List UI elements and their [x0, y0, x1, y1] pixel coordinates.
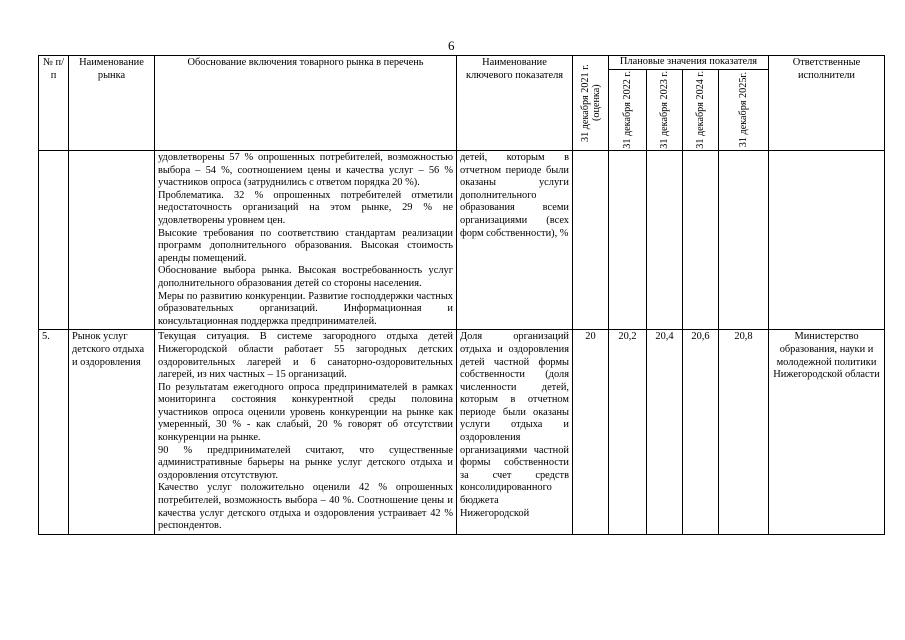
cont-rationale-cell: [155, 151, 457, 330]
rationale-paragraph: 90 % предпринимателей считают, что существенные административные барьеры на рынке услуг детского отдыха и оздоровления отсутствуют.: [158, 444, 453, 481]
row5-responsible: Министерство образования, науки и молодежной политики Нижегородской области: [769, 330, 885, 535]
rationale-paragraph: Меры по развитию конкуренции. Развитие господдержки частных образовательных организаций. Информационная и консультационная поддержка предпринимателей.: [158, 290, 453, 327]
header-est-2021: [573, 56, 609, 151]
header-indicator: Наименование ключевого показателя: [457, 56, 573, 151]
header-rationale: Обоснование включения товарного рынка в перечень: [155, 56, 457, 151]
header-row-1: [39, 56, 885, 70]
row5-indicator: Доля организаций отдыха и оздоровления детей частной формы собственности (доля численности детей, которым в отчетном периоде были оказаны услуги отдыха и оздоровления организациями частной формы собственности за счет средств консолидированного бюджета Нижегородской: [457, 330, 573, 535]
rationale-paragraph: Высокие требования по соответствию стандартам реализации программ дополнительного образования. Высокая стоимость аренды помещений.: [158, 227, 453, 264]
table-row-continued: [39, 151, 885, 330]
rationale-paragraph: Текущая ситуация. В системе загородного отдыха детей Нижегородской области работает 55 загородных детских оздоровительных лагерей и 6 санаторно-оздоровительных лагерей, из них частных – 15 организаций.: [158, 331, 453, 381]
header-plan-2025-text: 31 декабря 2025г.: [738, 71, 749, 148]
header-plan-2025: [719, 69, 769, 150]
header-plan-2023-text: 31 декабря 2023 г.: [659, 70, 670, 149]
row5-est-2021: 20: [573, 330, 609, 535]
header-plan-2022-text: 31 декабря 2022 г.: [622, 70, 633, 149]
header-plan-2022: [609, 69, 647, 150]
rationale-paragraph: удовлетворены 57 % опрошенных потребителей, возможностью выбора – 54 %, соотношением цены и качества услуг – 56 % участников опроса (затруднились с ответом порядка 20 %).: [158, 152, 453, 189]
row5-market: Рынок услуг детского отдыха и оздоровления: [69, 330, 155, 535]
header-plan-2024: [683, 69, 719, 150]
rationale-paragraph: Обоснование выбора рынка. Высокая востребованность услуг дополнительного образования детей со стороны населения.: [158, 265, 453, 289]
row5-num: 5.: [39, 330, 69, 535]
cont-market-cell: [69, 151, 155, 330]
row5-plan-2025: 20,8: [719, 330, 769, 535]
row5-plan-2023: 20,4: [647, 330, 683, 535]
row5-rationale-cell: [155, 330, 457, 535]
cont-plan-2023-cell: [647, 151, 683, 330]
header-num: № п/п: [39, 56, 69, 151]
header-planned-group: Плановые значения показателя: [609, 56, 769, 70]
rationale-paragraph: Качество услуг положительно оценили 42 % опрошенных потребителей, возможность выбора – 40 %. Соотношение цены и качества услуг детского отдыха и оздоровления устраивает 42 % респондентов.: [158, 482, 453, 532]
cont-plan-2024-cell: [683, 151, 719, 330]
cont-responsible-cell: [769, 151, 885, 330]
cont-est-2021-cell: [573, 151, 609, 330]
cont-indicator-cell: детей, которым в отчетном периоде были оказаны услуги дополнительного образования всеми организациями (всех форм собственности), %: [457, 151, 573, 330]
header-plan-2024-text: 31 декабря 2024 г.: [695, 70, 706, 149]
row5-plan-2024: 20,6: [683, 330, 719, 535]
header-responsible: Ответственные исполнители: [769, 56, 885, 151]
header-market: Наименование рынка: [69, 56, 155, 151]
page-number: 6: [448, 38, 455, 53]
header-plan-2023: [647, 69, 683, 150]
row5-plan-2022: 20,2: [609, 330, 647, 535]
rationale-paragraph: Проблематика. 32 % опрошенных потребителей отметили недостаточность организаций на этом рынке, 29 % не удовлетворены уровнем цен.: [158, 189, 453, 226]
market-table: [38, 55, 885, 535]
cont-num-cell: [39, 151, 69, 330]
rationale-paragraph: По результатам ежегодного опроса предпринимателей в рамках мониторинга состояния конкурентной среды половина участников опроса оценили уровень конкуренции на рынке как умеренный, 30 % - как слабый, 20 % говорят об отсутствии конкуренции на рынке.: [158, 381, 453, 444]
cont-plan-2025-cell: [719, 151, 769, 330]
header-est-2021-text: 31 декабря 2021 г. (оценка): [579, 64, 602, 142]
table-row-5: [39, 330, 885, 535]
cont-plan-2022-cell: [609, 151, 647, 330]
